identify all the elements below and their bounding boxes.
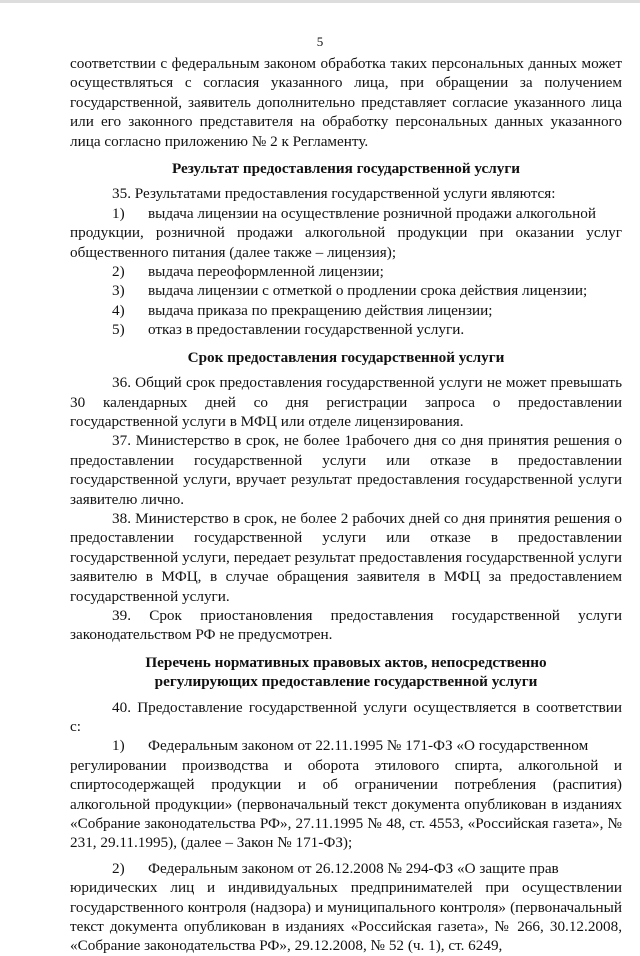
list-item: 4) выдача приказа по прекращению действия лицензии; [112,301,493,319]
list-item: 2) Федеральным законом от 26.12.2008 № 294-ФЗ «О защите прав [112,859,559,877]
paragraph-continuation: соответствии с федеральным законом обработка таких персональных данных может осуществляться с согласия указанного лица, при обращении за получением государственной, заявитель дополнительно представляет согласие указанного лица или его законного представителя на обработку персональных данных указанного лица согласно приложению № 2 к Регламенту. [70,55,622,150]
section-heading-term: Срок предоставления государственной услуги [187,348,505,366]
clause-40: 40. Предоставление государственной услуги осуществляется в соответствии с: [70,698,622,735]
section-heading-result: Результат предоставления государственной услуги [171,160,521,178]
clause-38: 38. Министерство в срок, не более 2 рабочих дней со дня принятия решения о предоставлении государственной услуги или отказе в предоставлении государственной услуги, передает результат предоставления государственной услуги заявителю в МФЦ, в случае обращения заявителя в МФЦ за предоставлением государственной услуги. [70,509,622,605]
list-item-continuation: юридических лиц и индивидуальных предпринимателей при осуществлении государственного контроля (надзора) и муниципального контроля» (первоначальный текст документа опубликован в изданиях «Российская газета», № 266, 30.12.2008, «Собрание законодательства РФ», 29.12.2008, № 52 (ч. 1), ст. 6249, [70,879,622,955]
clause-36: 36. Общий срок предоставления государственной услуги не может превышать 30 календарных дней со дня регистрации запроса о предоставлении государственной услуги в МФЦ или отделе лицензирования. [70,374,622,430]
page-number: 5 [316,34,324,49]
list-item-continuation: регулировании производства и оборота этилового спирта, алкогольной и спиртосодержащей продукции и об ограничении потребления (распития) алкогольной продукции» (первоначальный текст документа опубликован в изданиях «Собрание законодательства РФ», 27.11.1995 № 48, ст. 4553, «Российская газета», № 231, 29.11.1995), (далее – Закон № 171-ФЗ); [70,756,622,852]
list-item: 3) выдача лицензии с отметкой о продлении срока действия лицензии; [112,282,588,300]
list-item: 5) отказ в предоставлении государственной услуги. [112,321,465,339]
list-item: 2) выдача переоформленной лицензии; [112,263,384,281]
clause-35: 35. Результатами предоставления государственной услуги являются: [112,185,556,203]
section-heading-acts: Перечень нормативных правовых актов, непосредственно регулирующих предоставление государственной услуги [145,653,547,691]
scan-edge [0,0,640,3]
list-item: 1) выдача лицензии на осуществление розничной продажи алкогольной [112,204,596,222]
page-content [70,54,622,956]
clause-37: 37. Министерство в срок, не более 1рабочего дня со дня принятия решения о предоставлении государственной услуги или отказе в предоставлении государственной услуги, вручает результат предоставления государственной услуги заявителю лично. [70,432,622,508]
list-item: 1) Федеральным законом от 22.11.1995 № 171-ФЗ «О государственном [112,737,589,755]
clause-39: 39. Срок приостановления предоставления государственной услуги законодательством РФ не предусмотрен. [70,606,622,644]
list-item-continuation: продукции, розничной продажи алкогольной продукции при оказании услуг общественного питания (далее также – лицензия); [70,224,622,261]
